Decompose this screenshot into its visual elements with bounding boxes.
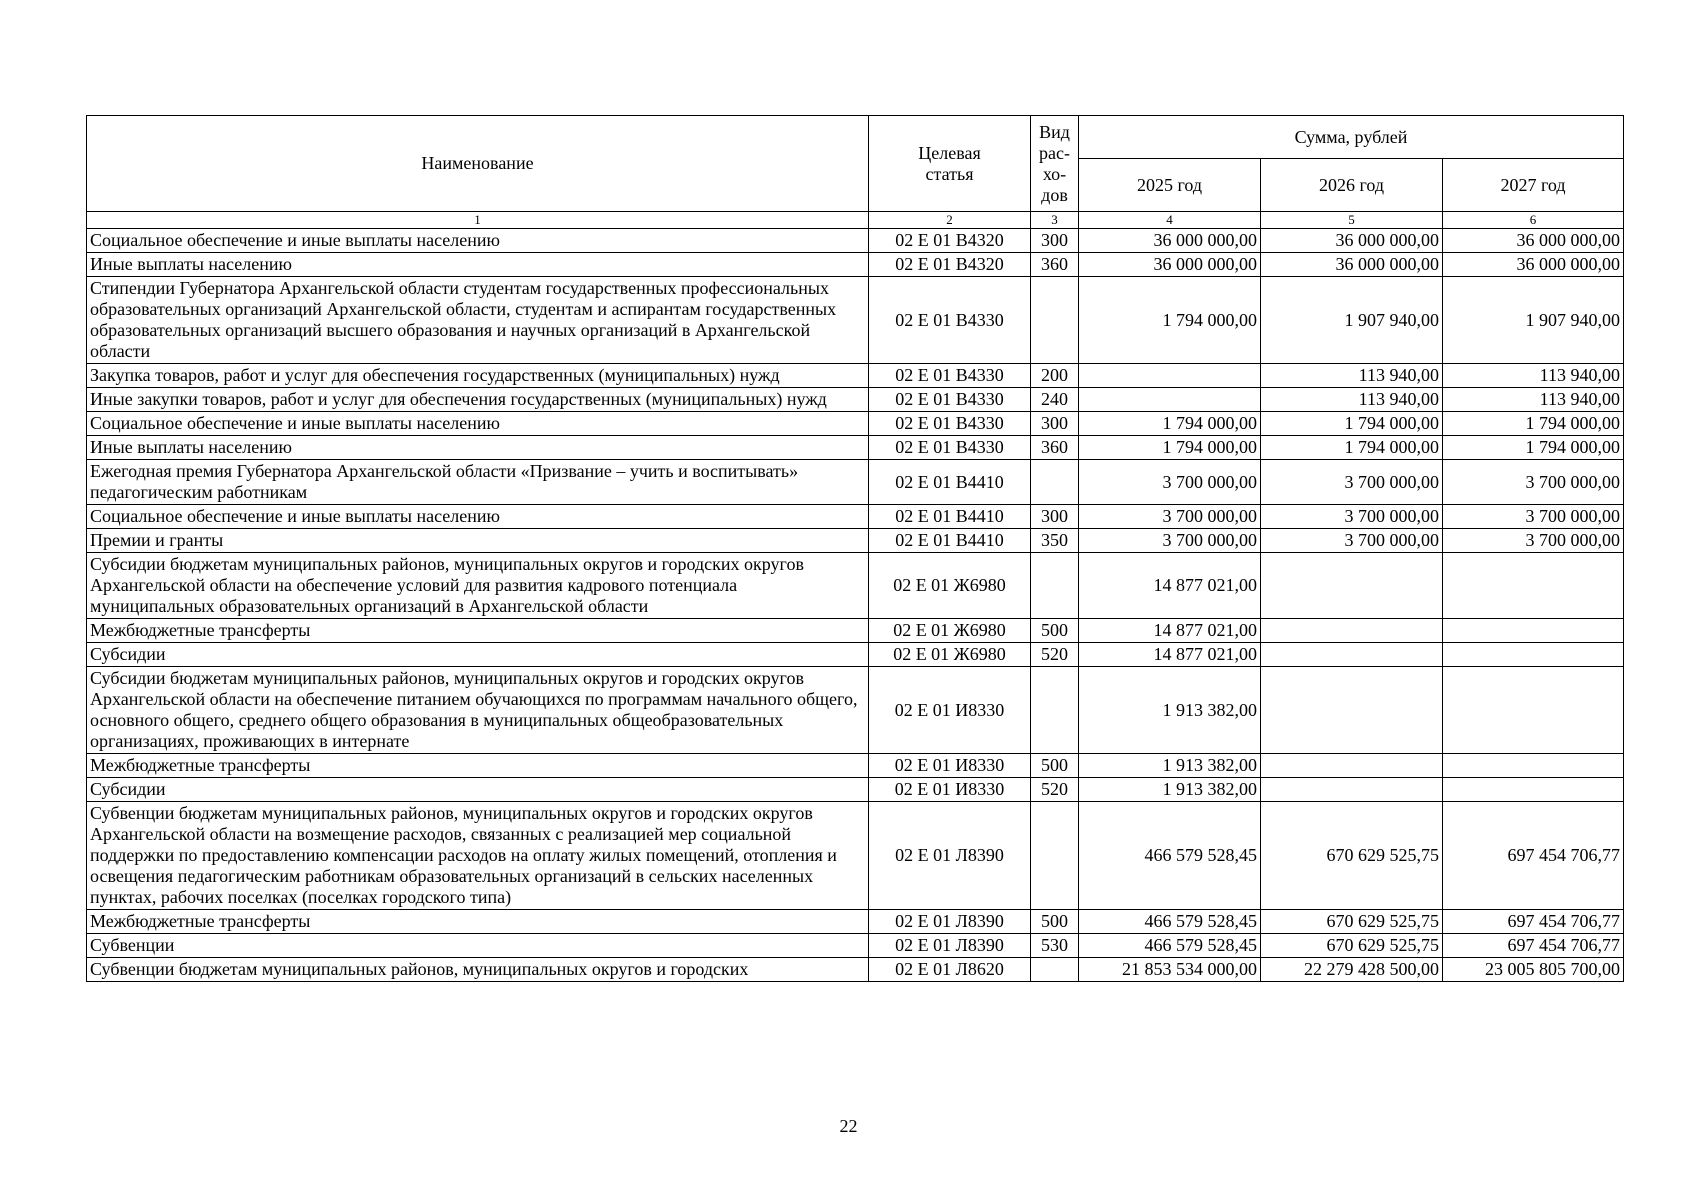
row-amount-2025: 1 913 382,00 [1079, 778, 1261, 802]
table-row [87, 667, 1624, 754]
row-expense-type [1031, 802, 1079, 910]
row-name: Субсидии бюджетам муниципальных районов, муниципальных округов и городских округов Архангельской области на обеспечение условий для развития кадрового потенциала муниципальных образовательных организаций в Архангельской области [87, 553, 869, 619]
row-target-article: 02 Е 01 Л8620 [869, 958, 1031, 982]
row-expense-type: 500 [1031, 754, 1079, 778]
column-number: 4 [1079, 212, 1261, 229]
row-amount-2027: 3 700 000,00 [1443, 505, 1624, 529]
row-target-article: 02 Е 01 В4410 [869, 505, 1031, 529]
row-amount-2027 [1443, 667, 1624, 754]
row-amount-2025: 36 000 000,00 [1079, 253, 1261, 277]
table-row [87, 277, 1624, 364]
row-name: Субсидии бюджетам муниципальных районов, муниципальных округов и городских округов Архангельской области на обеспечение питанием обучающихся по программам начального общего, основного общего, среднего общего образования в муниципальных общеобразовательных организациях, проживающих в интернате [87, 667, 869, 754]
row-target-article: 02 Е 01 В4320 [869, 253, 1031, 277]
row-amount-2026: 3 700 000,00 [1261, 460, 1443, 505]
row-target-article: 02 Е 01 И8330 [869, 778, 1031, 802]
column-number: 1 [87, 212, 869, 229]
row-expense-type: 500 [1031, 619, 1079, 643]
row-expense-type: 350 [1031, 529, 1079, 553]
row-target-article: 02 Е 01 В4320 [869, 229, 1031, 253]
row-amount-2027: 697 454 706,77 [1443, 910, 1624, 934]
row-amount-2026: 113 940,00 [1261, 388, 1443, 412]
row-target-article: 02 Е 01 В4330 [869, 436, 1031, 460]
table-row [87, 364, 1624, 388]
row-name: Субсидии [87, 778, 869, 802]
row-expense-type [1031, 553, 1079, 619]
row-amount-2027: 3 700 000,00 [1443, 460, 1624, 505]
row-target-article: 02 Е 01 Ж6980 [869, 553, 1031, 619]
table-row [87, 802, 1624, 910]
row-expense-type [1031, 460, 1079, 505]
row-amount-2026: 3 700 000,00 [1261, 529, 1443, 553]
row-amount-2027: 697 454 706,77 [1443, 802, 1624, 910]
header-sum: Сумма, рублей [1079, 116, 1624, 159]
row-amount-2027: 1 907 940,00 [1443, 277, 1624, 364]
row-amount-2027 [1443, 619, 1624, 643]
row-name: Закупка товаров, работ и услуг для обеспечения государственных (муниципальных) нужд [87, 364, 869, 388]
column-numbers-row [87, 212, 1624, 229]
row-expense-type: 300 [1031, 412, 1079, 436]
row-expense-type: 200 [1031, 364, 1079, 388]
row-name: Социальное обеспечение и иные выплаты населению [87, 229, 869, 253]
row-amount-2025: 1 913 382,00 [1079, 667, 1261, 754]
row-amount-2026: 1 794 000,00 [1261, 412, 1443, 436]
row-amount-2027: 1 794 000,00 [1443, 436, 1624, 460]
row-name: Иные выплаты населению [87, 436, 869, 460]
table-header [87, 116, 1624, 229]
row-expense-type: 360 [1031, 253, 1079, 277]
row-name: Межбюджетные трансферты [87, 619, 869, 643]
row-amount-2025: 36 000 000,00 [1079, 229, 1261, 253]
row-target-article: 02 Е 01 В4410 [869, 529, 1031, 553]
row-amount-2026: 670 629 525,75 [1261, 802, 1443, 910]
table-row [87, 778, 1624, 802]
row-name: Субвенции бюджетам муниципальных районов, муниципальных округов и городских [87, 958, 869, 982]
table-row [87, 958, 1624, 982]
row-amount-2026: 22 279 428 500,00 [1261, 958, 1443, 982]
row-target-article: 02 Е 01 И8330 [869, 754, 1031, 778]
row-amount-2025: 3 700 000,00 [1079, 460, 1261, 505]
row-amount-2027: 1 794 000,00 [1443, 412, 1624, 436]
row-amount-2026 [1261, 778, 1443, 802]
row-amount-2025: 466 579 528,45 [1079, 802, 1261, 910]
row-name: Социальное обеспечение и иные выплаты населению [87, 412, 869, 436]
row-amount-2025: 1 794 000,00 [1079, 412, 1261, 436]
table-row [87, 388, 1624, 412]
row-amount-2025: 3 700 000,00 [1079, 529, 1261, 553]
row-amount-2026: 36 000 000,00 [1261, 253, 1443, 277]
header-vid-line3: хо- [1042, 163, 1067, 184]
column-number: 3 [1031, 212, 1079, 229]
row-amount-2027 [1443, 754, 1624, 778]
row-amount-2027: 36 000 000,00 [1443, 229, 1624, 253]
row-target-article: 02 Е 01 Л8390 [869, 802, 1031, 910]
row-name: Субсидии [87, 643, 869, 667]
header-expense-type [1031, 116, 1079, 212]
row-target-article: 02 Е 01 В4330 [869, 412, 1031, 436]
table-row [87, 553, 1624, 619]
row-amount-2027: 36 000 000,00 [1443, 253, 1624, 277]
row-expense-type [1031, 958, 1079, 982]
row-name: Межбюджетные трансферты [87, 754, 869, 778]
row-amount-2026 [1261, 754, 1443, 778]
column-number: 2 [869, 212, 1031, 229]
table-row [87, 754, 1624, 778]
row-amount-2026: 1 907 940,00 [1261, 277, 1443, 364]
row-target-article: 02 Е 01 В4330 [869, 388, 1031, 412]
row-amount-2026: 113 940,00 [1261, 364, 1443, 388]
row-expense-type: 300 [1031, 229, 1079, 253]
row-expense-type [1031, 667, 1079, 754]
row-expense-type: 360 [1031, 436, 1079, 460]
row-amount-2027: 113 940,00 [1443, 364, 1624, 388]
row-amount-2025: 14 877 021,00 [1079, 643, 1261, 667]
row-target-article: 02 Е 01 И8330 [869, 667, 1031, 754]
row-expense-type: 500 [1031, 910, 1079, 934]
header-name: Наименование [87, 116, 869, 212]
row-amount-2026 [1261, 553, 1443, 619]
row-name: Ежегодная премия Губернатора Архангельской области «Призвание – учить и воспитывать» педагогическим работникам [87, 460, 869, 505]
header-target-line1: Целевая [918, 142, 981, 163]
header-vid-line2: рас- [1039, 142, 1070, 163]
page-number: 22 [839, 1116, 858, 1136]
column-number: 5 [1261, 212, 1443, 229]
row-name: Субвенции бюджетам муниципальных районов, муниципальных округов и городских округов Архангельской области на возмещение расходов, связанных с реализацией мер социальной поддержки по предоставлению компенсации расходов на оплату жилых помещений, отопления и освещения педагогическим работникам образовательных организаций в сельских населенных пунктах, рабочих поселках (поселках городского типа) [87, 802, 869, 910]
row-amount-2025: 3 700 000,00 [1079, 505, 1261, 529]
row-expense-type: 520 [1031, 643, 1079, 667]
header-year-2026: 2026 год [1261, 159, 1443, 212]
table-row [87, 253, 1624, 277]
table-row [87, 436, 1624, 460]
row-amount-2025: 466 579 528,45 [1079, 910, 1261, 934]
header-vid-line1: Вид [1039, 121, 1070, 142]
row-expense-type: 530 [1031, 934, 1079, 958]
row-amount-2025: 14 877 021,00 [1079, 619, 1261, 643]
row-amount-2027: 113 940,00 [1443, 388, 1624, 412]
row-target-article: 02 Е 01 Ж6980 [869, 619, 1031, 643]
row-amount-2025: 1 794 000,00 [1079, 436, 1261, 460]
row-amount-2026: 3 700 000,00 [1261, 505, 1443, 529]
row-amount-2027: 697 454 706,77 [1443, 934, 1624, 958]
table-row [87, 229, 1624, 253]
row-expense-type: 240 [1031, 388, 1079, 412]
row-amount-2025: 1 794 000,00 [1079, 277, 1261, 364]
row-amount-2025 [1079, 364, 1261, 388]
row-target-article: 02 Е 01 Ж6980 [869, 643, 1031, 667]
table-row [87, 412, 1624, 436]
row-expense-type [1031, 277, 1079, 364]
row-target-article: 02 Е 01 В4330 [869, 364, 1031, 388]
row-target-article: 02 Е 01 В4330 [869, 277, 1031, 364]
row-amount-2026: 1 794 000,00 [1261, 436, 1443, 460]
row-expense-type: 520 [1031, 778, 1079, 802]
row-amount-2027 [1443, 778, 1624, 802]
row-target-article: 02 Е 01 Л8390 [869, 934, 1031, 958]
header-vid-line4: дов [1041, 184, 1068, 205]
table-row [87, 529, 1624, 553]
header-target-line2: статья [925, 163, 974, 184]
row-name: Субвенции [87, 934, 869, 958]
table-row [87, 460, 1624, 505]
header-year-2027: 2027 год [1443, 159, 1624, 212]
table-row [87, 619, 1624, 643]
row-name: Стипендии Губернатора Архангельской области студентам государственных профессиональных образовательных организаций Архангельской области, студентам и аспирантам государственных образовательных организаций высшего образования и научных организаций в Архангельской области [87, 277, 869, 364]
budget-table [86, 115, 1624, 982]
row-amount-2026 [1261, 619, 1443, 643]
table-body [87, 229, 1624, 982]
row-amount-2025 [1079, 388, 1261, 412]
row-name: Премии и гранты [87, 529, 869, 553]
row-amount-2027 [1443, 553, 1624, 619]
header-target-article [869, 116, 1031, 212]
row-amount-2026: 670 629 525,75 [1261, 934, 1443, 958]
row-amount-2026 [1261, 643, 1443, 667]
row-name: Иные выплаты населению [87, 253, 869, 277]
row-name: Межбюджетные трансферты [87, 910, 869, 934]
row-name: Иные закупки товаров, работ и услуг для обеспечения государственных (муниципальных) нужд [87, 388, 869, 412]
row-amount-2027: 3 700 000,00 [1443, 529, 1624, 553]
header-year-2025: 2025 год [1079, 159, 1261, 212]
row-name: Социальное обеспечение и иные выплаты населению [87, 505, 869, 529]
row-amount-2025: 1 913 382,00 [1079, 754, 1261, 778]
table-row [87, 910, 1624, 934]
row-target-article: 02 Е 01 В4410 [869, 460, 1031, 505]
row-amount-2026: 36 000 000,00 [1261, 229, 1443, 253]
column-number: 6 [1443, 212, 1624, 229]
row-target-article: 02 Е 01 Л8390 [869, 910, 1031, 934]
row-expense-type: 300 [1031, 505, 1079, 529]
row-amount-2027: 23 005 805 700,00 [1443, 958, 1624, 982]
row-amount-2025: 466 579 528,45 [1079, 934, 1261, 958]
row-amount-2027 [1443, 643, 1624, 667]
row-amount-2025: 14 877 021,00 [1079, 553, 1261, 619]
table-row [87, 934, 1624, 958]
row-amount-2026: 670 629 525,75 [1261, 910, 1443, 934]
row-amount-2025: 21 853 534 000,00 [1079, 958, 1261, 982]
table-row [87, 643, 1624, 667]
table-row [87, 505, 1624, 529]
row-amount-2026 [1261, 667, 1443, 754]
